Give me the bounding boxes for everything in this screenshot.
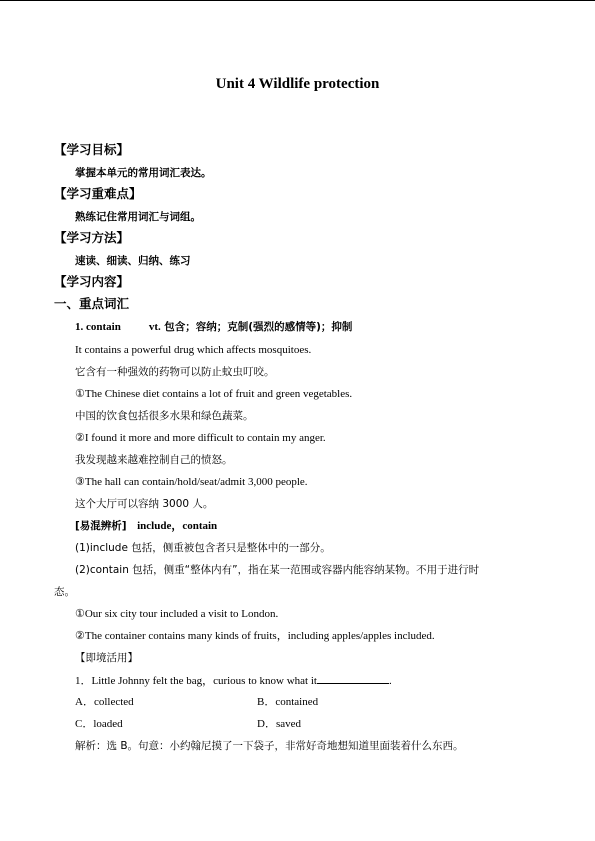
content-heading: 【学习内容】 (54, 274, 130, 289)
distinguish-words: include，contain (137, 520, 218, 532)
example-en: ①The Chinese diet contains a lot of fruit and green vegetables. (75, 388, 353, 400)
key-text: 熟练记住常用词汇与词组。 (75, 211, 201, 223)
answer-explanation: 解析：选 B。句意：小约翰尼摸了一下袋子，非常好奇地想知道里面装着什么东西。 (75, 740, 464, 752)
goal-heading: 【学习目标】 (54, 142, 130, 157)
example-en: It contains a powerful drug which affects mosquitoes. (75, 344, 312, 356)
distinguish-label: [易混辨析] (75, 520, 127, 532)
key-heading: 【学习重难点】 (54, 186, 142, 201)
question-end: . (388, 675, 392, 687)
example-zh: 这个大厅可以容纳 3000 人。 (75, 498, 214, 510)
option-a: A．collected (75, 696, 134, 708)
answer-blank (317, 673, 389, 684)
distinguish-p2-cont: 态。 (54, 586, 75, 598)
method-text: 速读、细读、归纳、练习 (75, 255, 191, 267)
options-row-2 (75, 717, 375, 731)
option-c: C．loaded (75, 718, 123, 730)
distinguish-p1: (1)include 包括，侧重被包含者只是整体中的一部分。 (75, 542, 331, 554)
distinguish-example: ①Our six city tour included a visit to London. (75, 608, 279, 620)
option-b: B．contained (257, 696, 319, 708)
entry-meaning: 包含；容纳；克制(强烈的感情等)；抑制 (164, 321, 353, 333)
example-en: ③The hall can contain/hold/seat/admit 3,000 people. (75, 476, 308, 488)
practice-question (75, 673, 392, 688)
option-d: D．saved (257, 718, 301, 730)
vocab-heading: 一、重点词汇 (54, 296, 130, 311)
example-zh: 我发现越来越难控制自己的愤怒。 (75, 454, 233, 466)
goal-text: 掌握本单元的常用词汇表达。 (75, 167, 212, 179)
question-text: 1．Little Johnny felt the bag，curious to know what it (75, 675, 317, 687)
method-heading: 【学习方法】 (54, 230, 130, 245)
options-row-1 (75, 695, 375, 709)
distinguish-example: ②The container contains many kinds of fruits，including apples/apples included. (75, 630, 435, 642)
page-title: Unit 4 Wildlife protection (215, 76, 380, 92)
entry-word: 1. contain (75, 321, 121, 333)
example-zh: 它含有一种强效的药物可以防止蚊虫叮咬。 (75, 366, 275, 378)
example-en: ②I found it more and more difficult to contain my anger. (75, 432, 326, 444)
entry-pos: vt. (148, 321, 161, 333)
distinguish-line (75, 519, 217, 533)
practice-heading: 【即境活用】 (75, 652, 138, 664)
distinguish-p2: (2)contain 包括，侧重“整体内有”，指在某一范围或容器内能容纳某物。不用于进行时 (75, 564, 480, 576)
entry-headword-line (75, 320, 352, 334)
example-zh: 中国的饮食包括很多水果和绿色蔬菜。 (75, 410, 254, 422)
